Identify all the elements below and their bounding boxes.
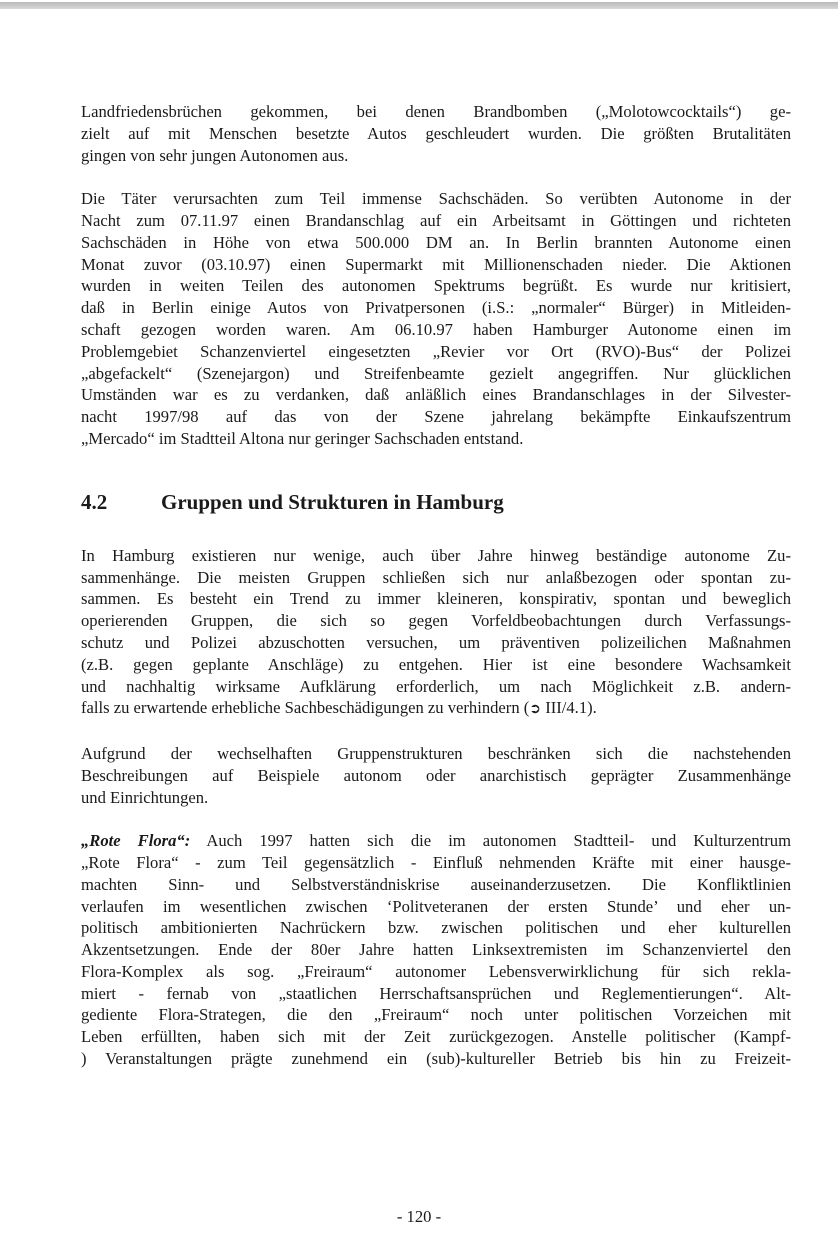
text-line: In Hamburg existieren nur wenige, auch über Jahre hinweg beständige autonome Zu-	[81, 545, 791, 565]
text-line: (z.B. gegen geplante Anschläge) zu entgehen. Hier ist eine besondere Wachsamkeit	[81, 654, 791, 674]
section-title: Gruppen und Strukturen in Hamburg	[161, 489, 504, 514]
text-line: zielt auf mit Menschen besetzte Autos geschleudert wurden. Die größten Brutalitäten	[81, 123, 791, 143]
scan-top-edge	[0, 2, 838, 9]
text-line: operierenden Gruppen, die sich so gegen Vorfeldbeobachtungen durch Verfassungs-	[81, 611, 791, 631]
text-line: schaft gezogen worden waren. Am 06.10.97 haben Hamburger Autonome einen im	[81, 319, 791, 339]
text-line: Umständen war es zu verdanken, daß anläßlich eines Brandanschlages in der Silvester-	[81, 385, 791, 405]
text-line: Leben erfüllten, haben sich mit der Zeit zurückgezogen. Anstelle politischer (Kampf-	[81, 1027, 791, 1047]
text-line: miert - fernab von „staatlichen Herrschaftsansprüchen und Reglementierungen“. Alt-	[81, 983, 791, 1003]
paragraph-groups-hamburg	[81, 545, 791, 721]
text-line: verlaufen im wesentlichen zwischen ‘Politveteranen der ersten Stunde’ und eher un-	[81, 896, 791, 916]
paragraph-property-damage	[81, 188, 791, 450]
circled-arrow-icon: ➲	[529, 701, 542, 718]
text-line: sammen. Es besteht ein Trend zu immer kleineren, konspirativ, spontan und beweglich	[81, 589, 791, 609]
document-page	[81, 101, 791, 1070]
text-line: und nachhaltig wirksame Aufklärung erforderlich, um nach Möglichkeit z.B. andern-	[81, 676, 791, 696]
cross-reference: III/4.1).	[545, 698, 597, 718]
text-line: machten Sinn- und Selbstverständniskrise auseinanderzusetzen. Die Konfliktlinien	[81, 874, 791, 894]
text-line: Problemgebiet Schanzenviertel eingesetzten „Revier vor Ort (RVO)-Bus“ der Polizei	[81, 341, 791, 361]
text-segment: Auch 1997 hatten sich die im autonomen Stadtteil- und Kulturzentrum	[190, 831, 791, 851]
text-line: Landfriedensbrüchen gekommen, bei denen Brandbomben („Molotowcocktails“) ge-	[81, 102, 791, 121]
text-line: gediente Flora-Strategen, die den „Freiraum“ noch unter politischen Vorzeichen mit	[81, 1005, 791, 1025]
text-line: sammenhänge. Die meisten Gruppen schließen sich nur anlaßbezogen oder spontan zu-	[81, 567, 791, 587]
text-line	[81, 697, 791, 721]
text-line: Flora-Komplex als sog. „Freiraum“ autonomer Lebensverwirklichung für sich rekla-	[81, 961, 791, 981]
paragraph-riots	[81, 101, 791, 166]
text-line: daß in Berlin einige Autos von Privatpersonen (i.S.: „normaler“ Bürger) in Mitleiden-	[81, 298, 791, 318]
text-line: Aufgrund der wechselhaften Gruppenstrukturen beschränken sich die nachstehenden	[81, 743, 791, 763]
section-number: 4.2	[81, 489, 108, 514]
text-segment: falls zu erwartende erhebliche Sachbeschädigungen zu verhindern (	[81, 698, 530, 718]
text-line: nacht 1997/98 auf das von der Szene jahrelang bekämpfte Einkaufszentrum	[81, 407, 791, 427]
text-line: „Rote Flora“ - zum Teil gegensätzlich - Einfluß nehmenden Kräfte mit einer hausge-	[81, 852, 791, 872]
text-line: Nacht zum 07.11.97 einen Brandanschlag auf ein Arbeitsamt in Göttingen und richteten	[81, 210, 791, 230]
rote-flora-term: „Rote Flora“:	[81, 831, 191, 851]
text-line: und Einrichtungen.	[81, 787, 209, 807]
text-line: Beschreibungen auf Beispiele autonom oder anarchistisch geprägter Zusammenhänge	[81, 765, 791, 785]
text-line: „Mercado“ im Stadtteil Altona nur geringer Sachschaden entstand.	[81, 428, 524, 448]
text-line	[81, 830, 791, 852]
page-number: - 120 -	[396, 1207, 442, 1226]
text-line: politisch ambitionierten Nachrückern bzw. zwischen politischen und eher kulturellen	[81, 918, 791, 938]
paragraph-group-structures	[81, 743, 791, 808]
text-line: „abgefackelt“ (Szenejargon) und Streifenbeamte gezielt angegriffen. Nur glücklichen	[81, 363, 791, 383]
paragraph-rote-flora	[81, 830, 791, 1070]
text-line: gingen von sehr jungen Autonomen aus.	[81, 145, 349, 165]
text-line: Monat zuvor (03.10.97) einen Supermarkt mit Millionenschaden nieder. Die Aktionen	[81, 254, 791, 274]
text-line: Die Täter verursachten zum Teil immense Sachschäden. So verübten Autonome in der	[81, 189, 791, 209]
text-line: Akzentsetzungen. Ende der 80er Jahre hatten Linksextremisten im Schanzenviertel den	[81, 940, 791, 960]
section-heading	[81, 490, 791, 515]
text-line: wurden in weiten Teilen des autonomen Spektrums begrüßt. Es wurde nur kritisiert,	[81, 276, 791, 296]
text-line: schutz und Polizei abzuschotten versuchen, um präventiven polizeilichen Maßnahmen	[81, 632, 791, 652]
text-line: Sachschäden in Höhe von etwa 500.000 DM an. In Berlin brannten Autonome einen	[81, 232, 791, 252]
text-line: ) Veranstaltungen prägte zunehmend ein (sub)-kultureller Betrieb bis hin zu Freizeit-	[81, 1049, 791, 1069]
